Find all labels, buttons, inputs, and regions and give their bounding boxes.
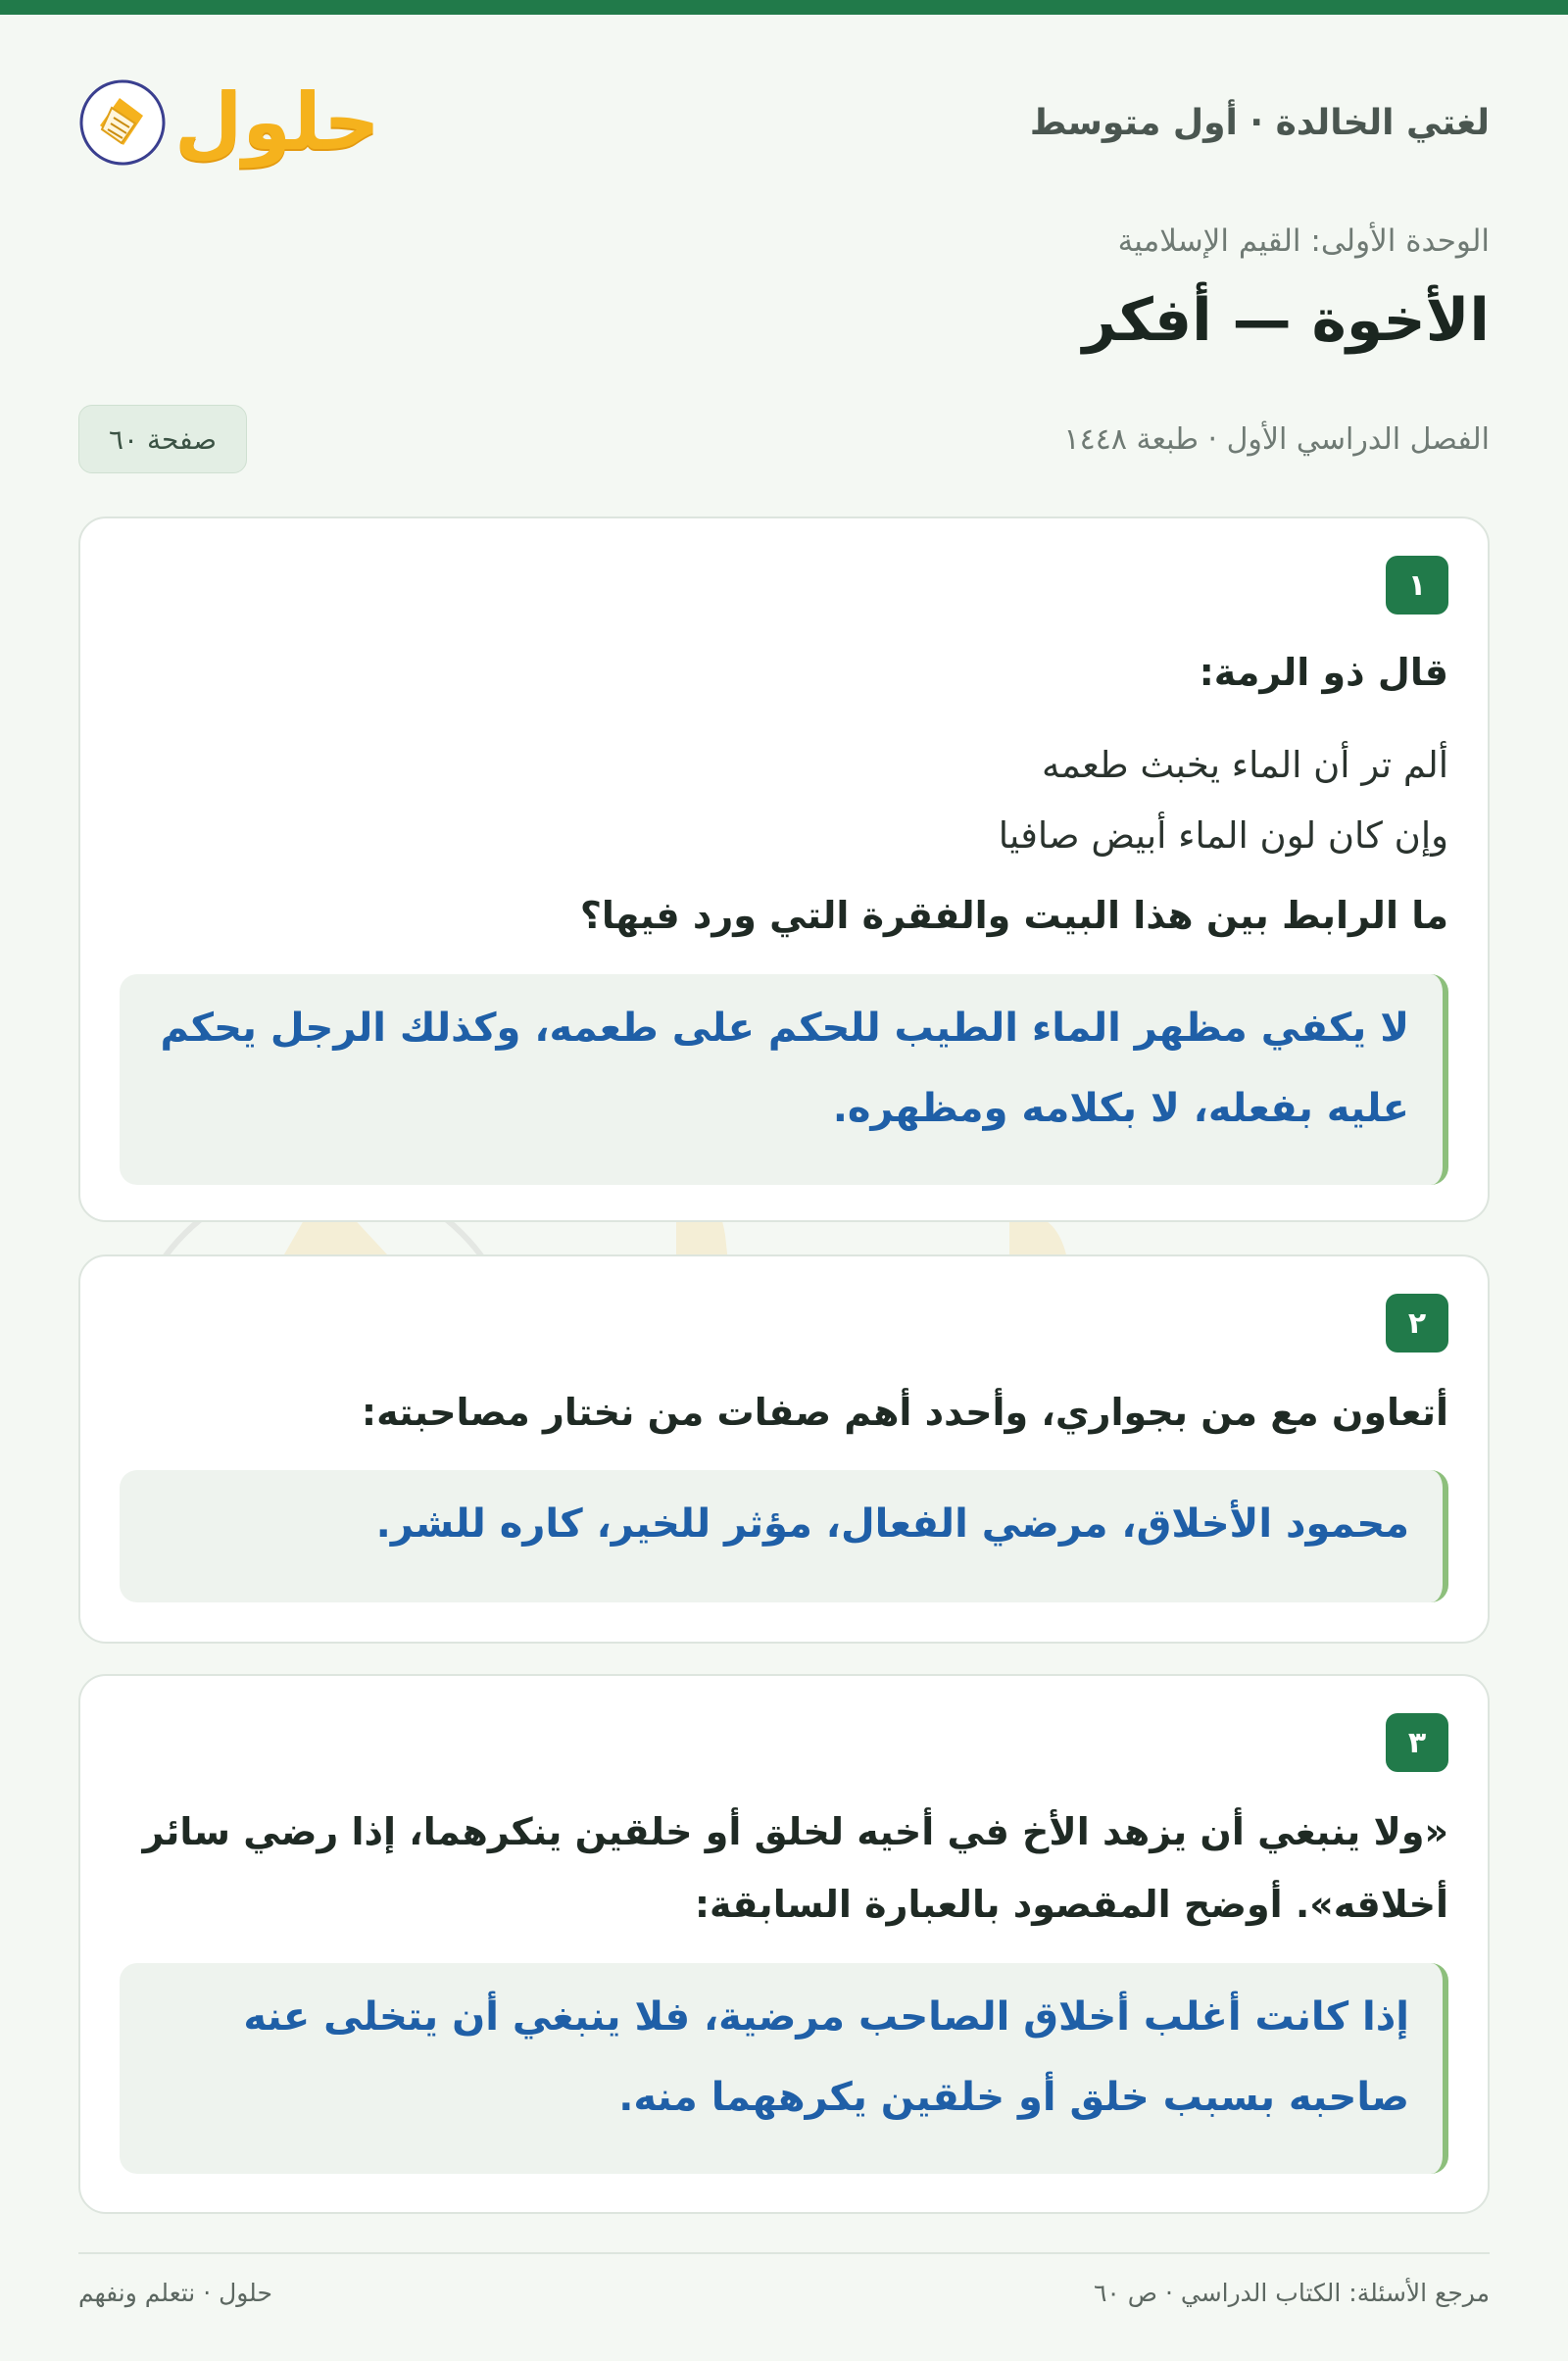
verse-line-2: وإن كان لون الماء أبيض صافيا xyxy=(998,814,1448,857)
answer-box: محمود الأخلاق، مرضي الفعال، مؤثر للخير، كاره للشر. xyxy=(120,1470,1448,1602)
top-accent-bar xyxy=(0,0,1568,15)
lesson-title: الأخوة — أفكر xyxy=(1082,286,1490,355)
question-card-1 xyxy=(78,516,1490,1222)
footer-divider xyxy=(78,2252,1490,2254)
answer-box: لا يكفي مظهر الماء الطيب للحكم على طعمه، وكذلك الرجل يحكم عليه بفعله، لا بكلامه ومظهره. xyxy=(120,974,1448,1185)
question-text: أتعاون مع من بجواري، وأحدد أهم صفات من نختار مصاحبته: xyxy=(361,1391,1448,1434)
question-number-badge: ١ xyxy=(1386,556,1448,615)
verse-line-1: ألم تر أن الماء يخبث طعمه xyxy=(1042,744,1448,786)
semester-edition: الفصل الدراسي الأول · طبعة ١٤٤٨ xyxy=(1063,421,1490,457)
hulul-logo[interactable] xyxy=(78,78,380,167)
unit-label: الوحدة الأولى: القيم الإسلامية xyxy=(1117,223,1490,259)
question-text: ما الرابط بين هذا البيت والفقرة التي ورد فيها؟ xyxy=(579,894,1448,937)
footer-reference: مرجع الأسئلة: الكتاب الدراسي · ص ٦٠ xyxy=(1093,2279,1490,2307)
logo-text: حلول xyxy=(174,76,380,168)
question-number-badge: ٢ xyxy=(1386,1294,1448,1353)
page-footer xyxy=(78,2279,1490,2307)
page-header xyxy=(78,64,1490,181)
question-text: «ولا ينبغي أن يزهد الأخ في أخيه لخلق أو خلقين ينكرهما، إذا رضي سائر أخلاقه». أوضح المقصود بالعبارة السابقة: xyxy=(142,1810,1448,1926)
lesson-meta xyxy=(78,405,1490,473)
question-card-2 xyxy=(78,1254,1490,1644)
page-number-badge: صفحة ٦٠ xyxy=(78,405,247,473)
question-intro: قال ذو الرمة: xyxy=(1199,651,1448,694)
footer-brand: حلول · نتعلم ونفهم xyxy=(78,2279,272,2307)
question-card-3 xyxy=(78,1674,1490,2214)
book-title: لغتي الخالدة · أول متوسط xyxy=(1029,102,1490,143)
question-number-badge: ٣ xyxy=(1386,1713,1448,1772)
book-icon xyxy=(78,78,167,167)
answer-box: إذا كانت أغلب أخلاق الصاحب مرضية، فلا ينبغي أن يتخلى عنه صاحبه بسبب خلق أو خلقين يكرههما منه. xyxy=(120,1963,1448,2174)
